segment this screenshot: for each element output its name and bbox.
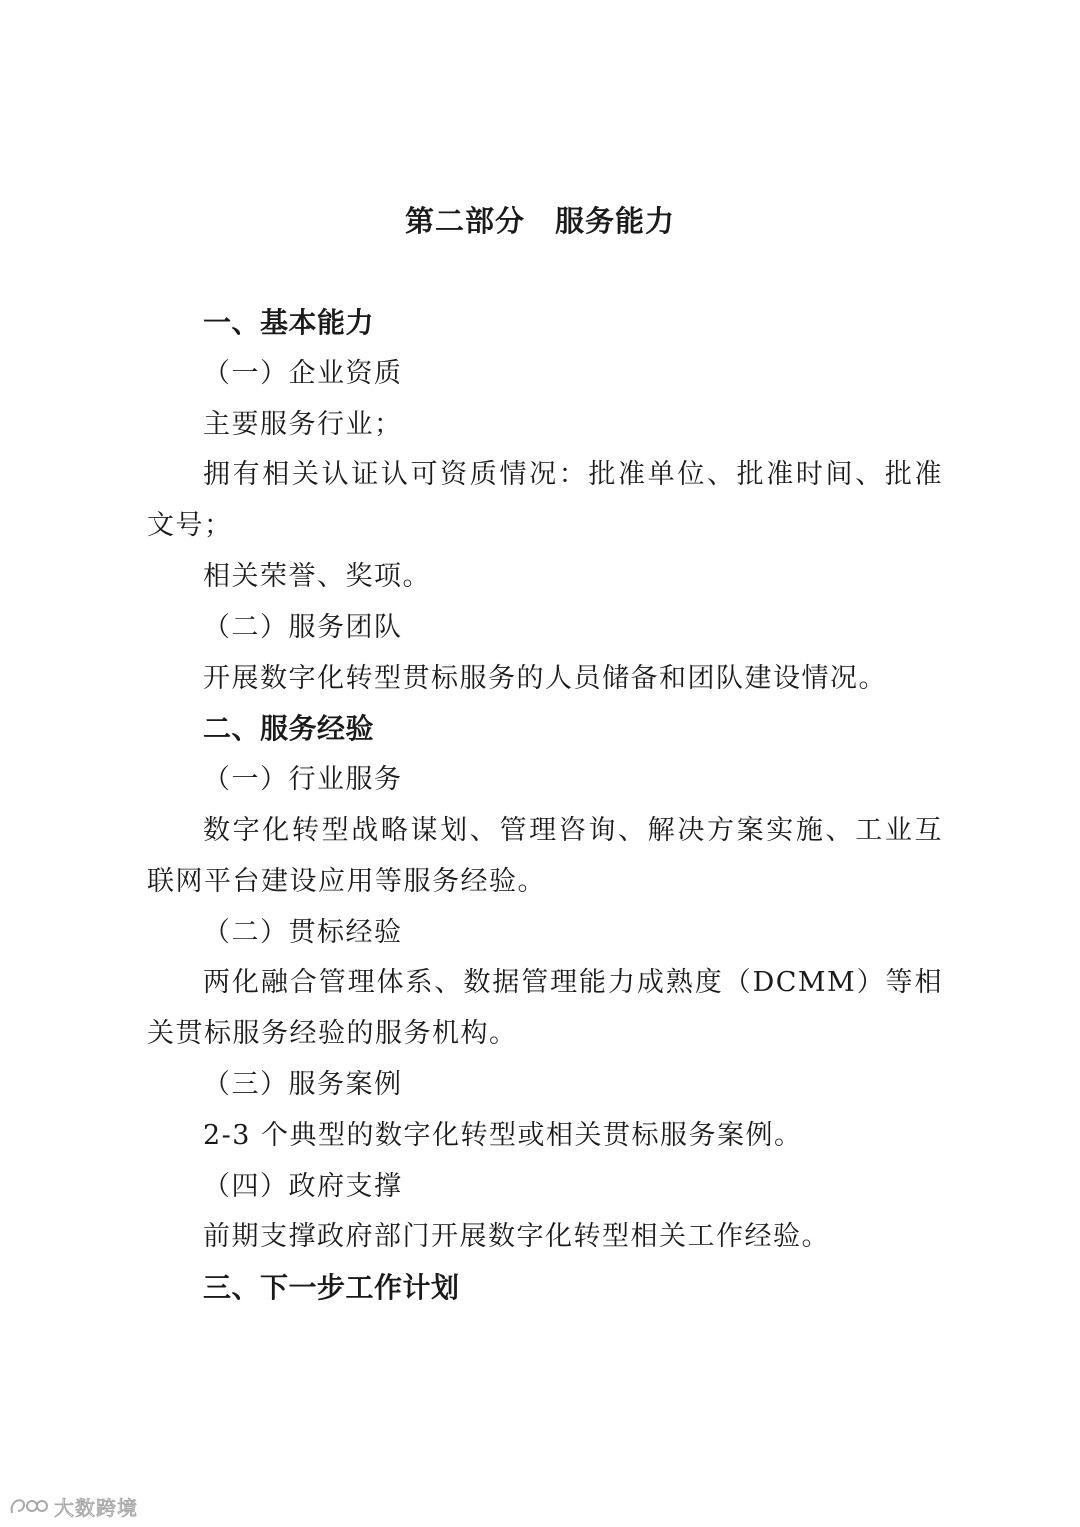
- subsection-heading: （一）企业资质: [203, 357, 403, 389]
- paragraph: 两化融合管理体系、数据管理能力成熟度（DCMM）等相关贯标服务经验的服务机构。: [147, 967, 943, 1050]
- subsection-heading: （一）行业服务: [203, 764, 403, 796]
- subsection-heading: （二）服务团队: [203, 611, 403, 643]
- subsection-heading: （三）服务案例: [203, 1068, 403, 1100]
- document-body: [147, 298, 943, 1314]
- watermark: [8, 1490, 138, 1522]
- section-heading: 二、服务经验: [203, 712, 375, 746]
- watermark-text: 大数跨境: [54, 1495, 138, 1520]
- paragraph: 数字化转型战略谋划、管理咨询、解决方案实施、工业互联网平台建设应用等服务经验。: [147, 814, 943, 897]
- paragraph: 开展数字化转型贯标服务的人员储备和团队建设情况。: [203, 662, 887, 694]
- paragraph: 2-3 个典型的数字化转型或相关贯标服务案例。: [203, 1119, 803, 1151]
- page-title: 第二部分 服务能力: [404, 204, 675, 238]
- section-heading: 三、下一步工作计划: [203, 1271, 460, 1305]
- subsection-heading: （四）政府支撑: [203, 1170, 403, 1202]
- paragraph: 主要服务行业；: [203, 408, 403, 440]
- subsection-heading: （二）贯标经验: [203, 916, 403, 948]
- loop-logo-icon: [8, 1495, 48, 1517]
- section-heading: 一、基本能力: [203, 306, 375, 339]
- paragraph: 前期支撑政府部门开展数字化转型相关工作经验。: [203, 1221, 830, 1253]
- paragraph: 拥有相关认证认可资质情况：批准单位、批准时间、批准文号；: [147, 459, 943, 542]
- paragraph: 相关荣誉、奖项。: [203, 560, 431, 592]
